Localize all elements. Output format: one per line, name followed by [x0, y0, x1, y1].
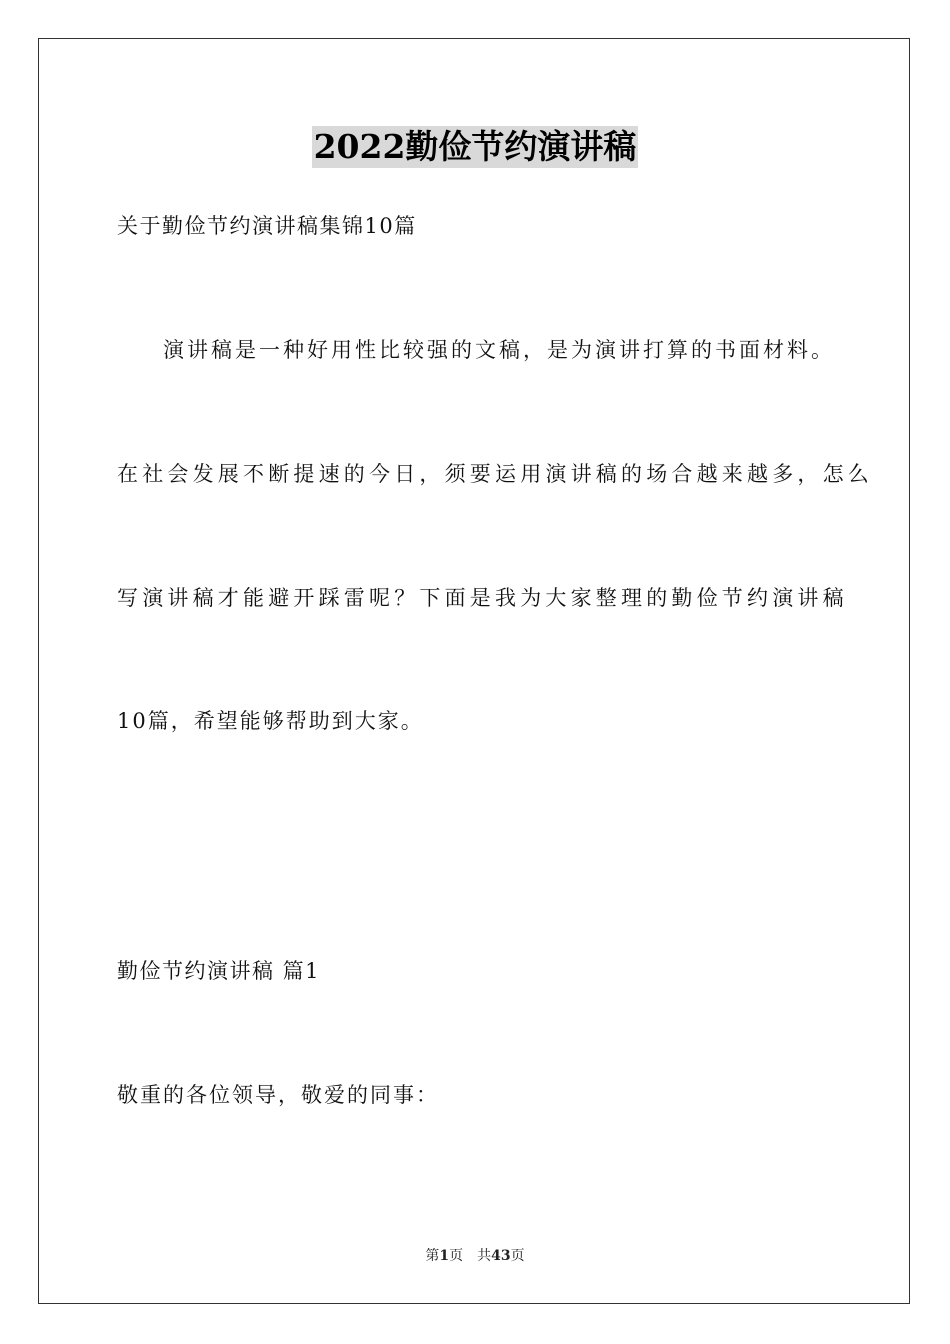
page-prefix: 第: [425, 1248, 440, 1264]
section-heading: 勤俭节约演讲稿 篇1: [117, 959, 321, 983]
total-pages: 43: [491, 1248, 511, 1264]
paragraph-line-2: 在社会发展不断提速的今日，须要运用演讲稿的场合越来越多，怎么: [117, 462, 873, 486]
page-suffix: 页: [449, 1248, 464, 1264]
title-container: [0, 126, 950, 168]
total-prefix: 共: [477, 1248, 492, 1264]
greeting-line: 敬重的各位领导，敬爱的同事：: [117, 1083, 439, 1107]
paragraph-line-1: 演讲稿是一种好用性比较强的文稿，是为演讲打算的书面材料。: [163, 338, 835, 362]
document-title: 2022勤俭节约演讲稿: [313, 127, 637, 166]
paragraph-line-3: 写演讲稿才能避开踩雷呢？下面是我为大家整理的勤俭节约演讲稿: [117, 586, 848, 610]
total-suffix: 页: [510, 1248, 525, 1264]
page-number: 1: [439, 1248, 450, 1264]
page-footer: [0, 1246, 950, 1266]
document-subtitle: 关于勤俭节约演讲稿集锦10篇: [117, 214, 417, 238]
paragraph-line-4: 10篇，希望能够帮助到大家。: [117, 709, 424, 733]
